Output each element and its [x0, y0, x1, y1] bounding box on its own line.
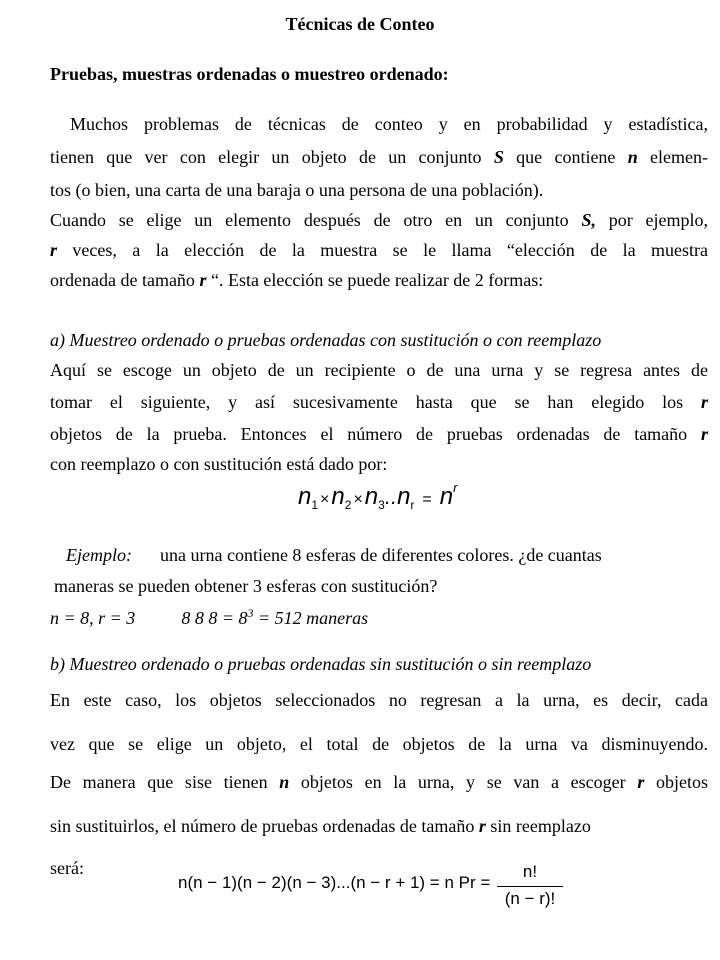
page-title: Técnicas de Conteo	[285, 14, 435, 34]
intro-line-2: tienen que ver con elegir un objeto de un conjunto S que contiene n elemen-	[50, 147, 709, 167]
product-formula: $n_1 \times n_2 \times n_3..n_r = n^r$	[298, 480, 458, 512]
example-line-2: maneras se pueden obtener 3 esferas con sustitución?	[54, 576, 438, 596]
r-symbol: r	[700, 392, 708, 412]
section-subtitle: Pruebas, muestras ordenadas o muestreo ordenado:	[50, 64, 449, 84]
example-line-1: Ejemplo: una urna contiene 8 esferas de diferentes colores. ¿de cuantas	[66, 545, 602, 565]
example-calculation: n = 8, r = 3 8 8 $8 = 8^3 = 512$ maneras	[50, 606, 369, 628]
intro-line-6: ordenada de tamaño r “. Esta elección se puede realizar de 2 formas:	[50, 270, 544, 290]
section-b-line-2: vez que se elige un objeto, el total de objetos de la urna va disminuyendo.	[50, 734, 708, 754]
set-symbol: S	[493, 147, 504, 167]
intro-line-4: Cuando se elige un elemento después de otro en un conjunto S, por ejemplo,	[50, 210, 708, 230]
n-symbol: n	[627, 147, 638, 167]
intro-line-1	[70, 114, 708, 135]
section-a-line-2: tomar el siguiente, y así sucesivamente hasta que se han elegido los r	[50, 392, 708, 412]
intro-line-5: r veces, a la elección de la muestra se le llama “elección de la muestra	[50, 240, 708, 260]
section-a-heading: a) Muestreo ordenado o pruebas ordenadas con sustitución o con reemplazo	[50, 330, 602, 350]
permutation-fraction	[497, 862, 563, 909]
r-symbol: r	[199, 270, 207, 290]
section-b-line-1: En este caso, los objetos seleccionados no regresan a la urna, es decir, cada	[50, 690, 708, 710]
fraction-numerator: n!	[522, 862, 538, 881]
section-b-line-5: será:	[50, 858, 84, 878]
section-b-heading: b) Muestreo ordenado o pruebas ordenadas sin sustitución o sin reemplazo	[50, 654, 592, 674]
r-symbol: r	[637, 772, 645, 792]
permutation-formula: n(n − 1)(n − 2)(n − 3)...(n − r + 1) = n Pr =	[178, 873, 491, 892]
fraction-bar	[497, 886, 563, 887]
intro-line-3: tos (o bien, una carta de una baraja o una persona de una población).	[50, 180, 544, 200]
r-symbol: r	[50, 240, 58, 260]
r-symbol: r	[700, 424, 708, 444]
example-label: Ejemplo:	[66, 545, 132, 565]
section-a-line-3: objetos de la prueba. Entonces el número de pruebas ordenadas de tamaño r	[50, 424, 708, 444]
intro-text: Muchos problemas de técnicas de conteo y en probabilidad y estadística,	[70, 114, 708, 134]
section-b-line-3: De manera que sise tienen n objetos en la urna, y se van a escoger r objetos	[50, 772, 709, 792]
section-b-line-4: sin sustituirlos, el número de pruebas ordenadas de tamaño r sin reemplazo	[50, 816, 591, 836]
fraction-denominator: (n − r)!	[504, 889, 556, 908]
r-symbol: r	[478, 816, 486, 836]
n-symbol: n	[279, 772, 290, 792]
section-a-line-4: con reemplazo o con sustitución está dado por:	[50, 454, 388, 474]
set-symbol: S,	[581, 210, 596, 230]
section-a-line-1: Aquí se escoge un objeto de un recipiente o de una urna y se regresa antes de	[50, 360, 708, 380]
